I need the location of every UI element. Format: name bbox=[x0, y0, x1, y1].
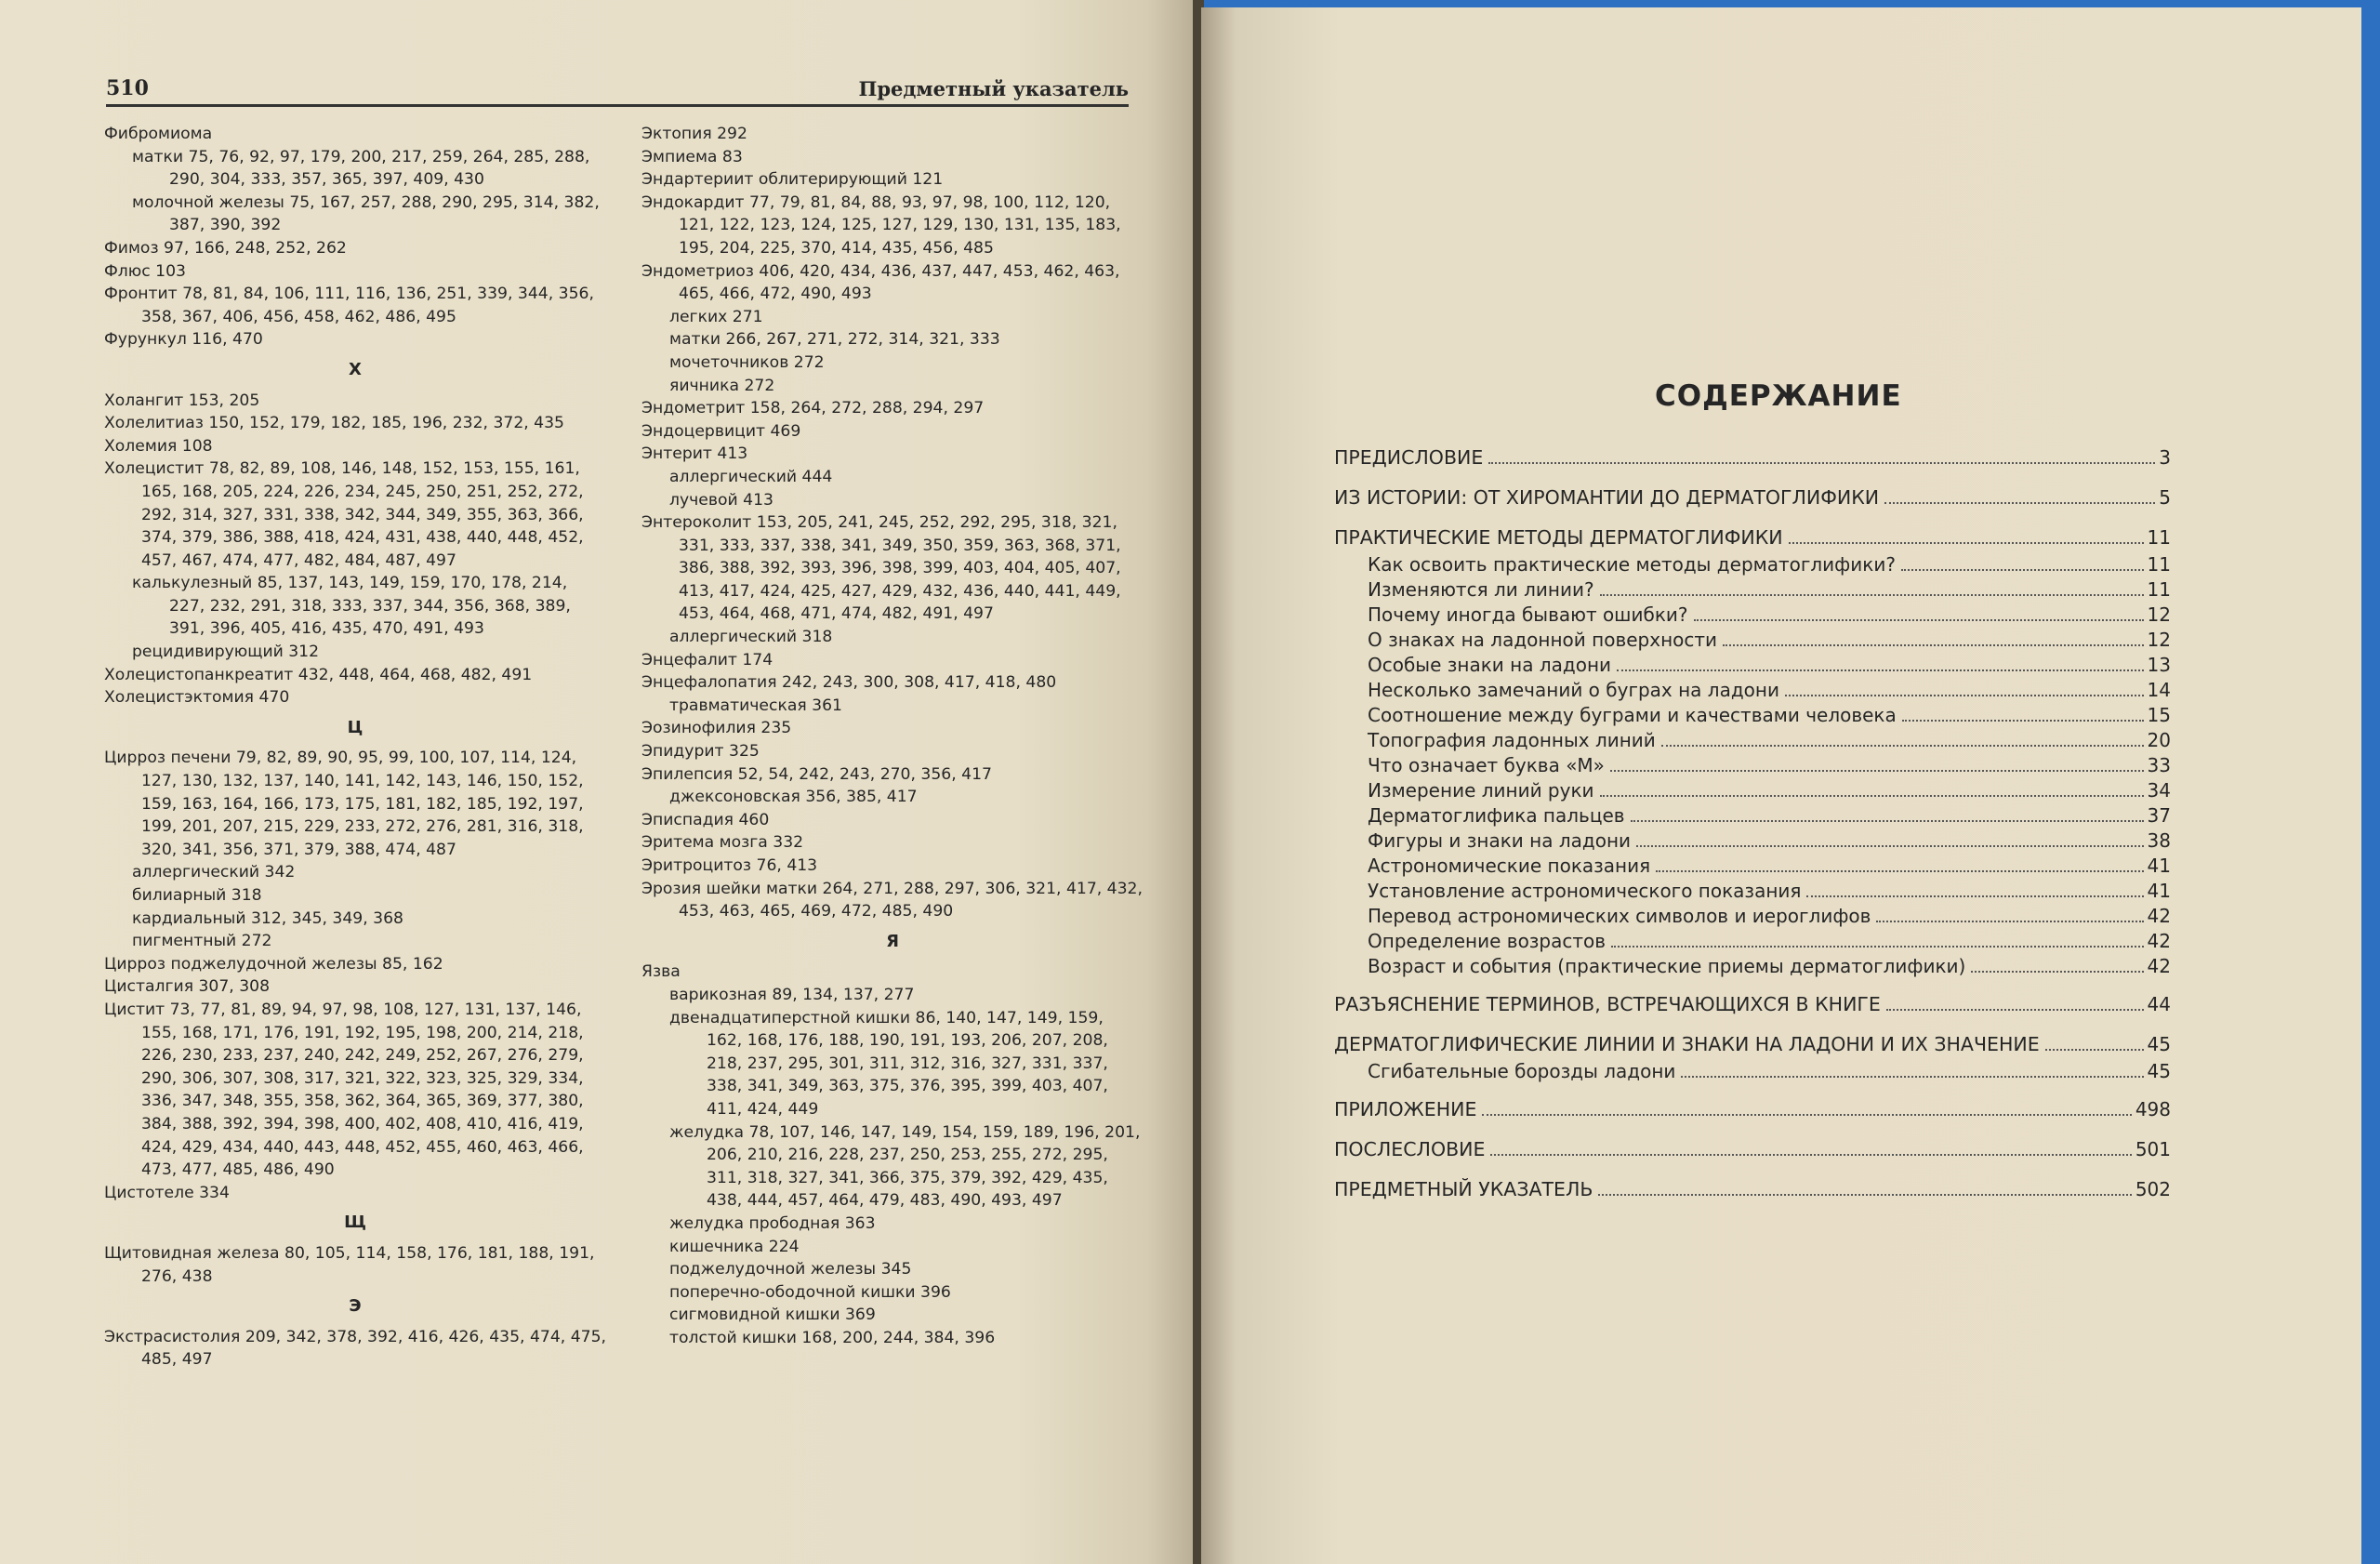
index-entry: Энтероколит 153, 205, 241, 245, 252, 292, 295, 318, 321, 331, 333, 337, 338, 341, 349, 350, 359, 363, 368, 371, 386, 388, 392, 393, 396, 398, 399, 403, 404, 405, 407, 413, 417, 424, 425, 427, 429, 432, 436, 440, 441, 449, 453, 464, 468, 471, 474, 482, 491, 497 bbox=[641, 513, 1121, 624]
index-subentry: аллергический 342 bbox=[132, 863, 296, 882]
toc-section bbox=[1334, 446, 2171, 473]
index-subentry: молочной железы 75, 167, 257, 288, 290, 295, 314, 382, 387, 390, 392 bbox=[132, 192, 600, 235]
toc-section bbox=[1334, 526, 2171, 553]
toc-subsection bbox=[1334, 855, 2171, 880]
toc-page-number: 41 bbox=[2147, 880, 2171, 902]
toc-subsection bbox=[1334, 880, 2171, 905]
index-subentry: рецидивирующий 312 bbox=[132, 643, 320, 662]
toc-title: СОДЕРЖАНИЕ bbox=[1655, 379, 1902, 413]
toc-entry-title: ПРЕДИСЛОВИЕ bbox=[1334, 446, 1484, 469]
index-subentry: джексоновская 356, 385, 417 bbox=[669, 788, 918, 807]
index-subentry: матки 266, 267, 271, 272, 314, 321, 333 bbox=[669, 330, 1000, 350]
toc-page-number: 501 bbox=[2135, 1138, 2171, 1160]
toc-page-number: 3 bbox=[2159, 446, 2171, 469]
toc-page-number: 42 bbox=[2147, 930, 2171, 952]
index-subentry: мочеточников 272 bbox=[669, 352, 825, 372]
toc-subsection bbox=[1334, 1060, 2171, 1085]
toc-page-number: 11 bbox=[2147, 553, 2171, 576]
index-entry: Цистит 73, 77, 81, 89, 94, 97, 98, 108, 127, 131, 137, 146, 155, 168, 171, 176, 191, 192, 195, 198, 200, 214, 218, 226, 230, 233, 237, 240, 242, 249, 252, 267, 276, 279, 290, 306, 307, 308, 317, 321, 322, 323, 325, 329, 334, 336, 347, 348, 355, 358, 362, 364, 365, 369, 377, 380, 384, 388, 392, 394, 398, 400, 402, 408, 410, 416, 419, 424, 429, 434, 440, 443, 448, 452, 455, 460, 463, 466, 473, 477, 485, 486, 490 bbox=[104, 1000, 584, 1180]
toc-leader-dots bbox=[1902, 720, 2144, 722]
toc-leader-dots bbox=[1490, 1154, 2131, 1156]
toc-page-number: 33 bbox=[2147, 754, 2171, 776]
toc-subsection bbox=[1334, 804, 2171, 829]
index-entry: Эписпадия 460 bbox=[641, 810, 770, 829]
toc-page-number: 42 bbox=[2147, 905, 2171, 927]
toc-leader-dots bbox=[1789, 542, 2144, 544]
toc-entry-title: Измерение линий руки bbox=[1368, 779, 1594, 802]
index-entry: Эритроцитоз 76, 413 bbox=[641, 856, 818, 875]
index-entry: Эозинофилия 235 bbox=[641, 719, 792, 738]
index-entry: Холемия 108 bbox=[104, 436, 213, 456]
index-subentry: двенадцатиперстной кишки 86, 140, 147, 149, 159, 162, 168, 176, 188, 190, 191, 193, 206, 207, 208, 218, 237, 295, 301, 311, 312, 316, 327, 331, 337, 338, 341, 349, 363, 375, 376, 395, 399, 403, 407, 411, 424, 449 bbox=[669, 1008, 1108, 1119]
index-subentry: кардиальный 312, 345, 349, 368 bbox=[132, 908, 403, 928]
toc-entry-title: Фигуры и знаки на ладони bbox=[1368, 829, 1632, 852]
toc-page-number: 14 bbox=[2147, 679, 2171, 701]
toc-leader-dots bbox=[1723, 644, 2144, 646]
toc-section bbox=[1334, 1178, 2171, 1205]
index-letter-heading: Э bbox=[349, 1296, 362, 1317]
index-subentry: аллергический 318 bbox=[669, 628, 833, 647]
toc-leader-dots bbox=[1610, 770, 2144, 772]
toc-entry-title: Определение возрастов bbox=[1368, 930, 1606, 952]
index-subentry: варикозная 89, 134, 137, 277 bbox=[669, 985, 915, 1004]
toc-entry-title: РАЗЪЯСНЕНИЕ ТЕРМИНОВ, ВСТРЕЧАЮЩИХСЯ В КНИГЕ bbox=[1334, 993, 1881, 1015]
index-entry: Флюс 103 bbox=[104, 261, 186, 281]
running-title: Предметный указатель bbox=[858, 77, 1129, 100]
toc-entry-title: Перевод астрономических символов и иероглифов bbox=[1368, 905, 1871, 927]
index-subentry: сигмовидной кишки 369 bbox=[669, 1306, 876, 1325]
toc-leader-dots bbox=[1631, 820, 2144, 822]
toc-entry-title: ПРАКТИЧЕСКИЕ МЕТОДЫ ДЕРМАТОГЛИФИКИ bbox=[1334, 526, 1783, 549]
index-entry: Энцефалопатия 242, 243, 300, 308, 417, 418, 480 bbox=[641, 673, 1057, 693]
toc-page-number: 41 bbox=[2147, 855, 2171, 877]
index-entry: Фибромиома bbox=[104, 125, 213, 143]
toc-subsection bbox=[1334, 905, 2171, 930]
index-subentry: пигментный 272 bbox=[132, 932, 272, 951]
toc-leader-dots bbox=[1488, 462, 2155, 464]
index-entry: Цирроз поджелудочной железы 85, 162 bbox=[104, 954, 443, 974]
toc-page-number: 37 bbox=[2147, 804, 2171, 827]
toc-page-number: 44 bbox=[2147, 993, 2171, 1015]
index-entry: Эрозия шейки матки 264, 271, 288, 297, 306, 321, 417, 432, 453, 463, 465, 469, 472, 485, 490 bbox=[641, 879, 1143, 921]
index-entry: Холецистэктомия 470 bbox=[104, 688, 290, 708]
index-subentry: травматическая 361 bbox=[669, 696, 842, 715]
toc-subsection bbox=[1334, 829, 2171, 855]
toc-page-number: 11 bbox=[2147, 578, 2171, 601]
index-entry: Эндометриоз 406, 420, 434, 436, 437, 447, 453, 462, 463, 465, 466, 472, 490, 493 bbox=[641, 261, 1120, 304]
toc-entry-title: Дерматоглифика пальцев bbox=[1368, 804, 1625, 827]
toc-leader-dots bbox=[1617, 669, 2144, 671]
index-entry: Энтерит 413 bbox=[641, 444, 748, 464]
toc-leader-dots bbox=[1971, 971, 2143, 973]
toc-entry-title: О знаках на ладонной поверхности bbox=[1368, 629, 1718, 651]
index-entry: Язва bbox=[641, 962, 681, 982]
page-header bbox=[106, 73, 1129, 107]
index-entry: Холецистит 78, 82, 89, 108, 146, 148, 152, 153, 155, 161, 165, 168, 205, 224, 226, 234, 245, 250, 251, 252, 272, 292, 314, 327, 331, 338, 342, 344, 349, 355, 363, 366, 374, 379, 386, 388, 418, 424, 431, 438, 440, 448, 452, 457, 467, 474, 477, 482, 484, 487, 497 bbox=[104, 459, 584, 570]
index-entry: Холелитиаз 150, 152, 179, 182, 185, 196, 232, 372, 435 bbox=[104, 414, 564, 433]
toc-page-number: 42 bbox=[2147, 955, 2171, 977]
index-entry: Эндокардит 77, 79, 81, 84, 88, 93, 97, 98, 100, 112, 120, 121, 122, 123, 124, 125, 127, 129, 130, 131, 135, 183, 195, 204, 225, 370, 414, 435, 456, 485 bbox=[641, 192, 1121, 258]
toc-subsection bbox=[1334, 704, 2171, 729]
toc-page-number: 12 bbox=[2147, 629, 2171, 651]
index-subentry: аллергический 444 bbox=[669, 467, 833, 486]
toc-leader-dots bbox=[1636, 845, 2144, 847]
toc-page-number: 20 bbox=[2147, 729, 2171, 751]
index-subentry: поджелудочной железы 345 bbox=[669, 1260, 912, 1279]
toc-leader-dots bbox=[1482, 1114, 2131, 1116]
index-letter-heading: Х bbox=[349, 359, 362, 379]
toc-leader-dots bbox=[1884, 502, 2155, 504]
toc-subsection bbox=[1334, 679, 2171, 704]
index-subentry: яичника 272 bbox=[669, 376, 775, 395]
index-column-1 bbox=[104, 123, 606, 1372]
index-subentry: кишечника 224 bbox=[669, 1237, 800, 1256]
toc-entry-title: ИЗ ИСТОРИИ: ОТ ХИРОМАНТИИ ДО ДЕРМАТОГЛИФИКИ bbox=[1334, 486, 1880, 509]
toc-page-number: 38 bbox=[2147, 829, 2171, 852]
index-entry: Цирроз печени 79, 82, 89, 90, 95, 99, 100, 107, 114, 124, 127, 130, 132, 137, 140, 141, 142, 143, 146, 150, 152, 159, 163, 164, 166, 173, 175, 181, 182, 185, 192, 197, 199, 201, 207, 215, 229, 233, 272, 276, 281, 316, 318, 320, 341, 356, 371, 379, 388, 474, 487 bbox=[104, 749, 584, 859]
toc-entry-title: ПРИЛОЖЕНИЕ bbox=[1334, 1098, 1477, 1120]
toc-entry-title: Что означает буква «М» bbox=[1368, 754, 1605, 776]
index-entry: Эритема мозга 332 bbox=[641, 833, 804, 853]
toc-section bbox=[1334, 1033, 2171, 1060]
toc-entry-title: ПОСЛЕСЛОВИЕ bbox=[1334, 1138, 1486, 1160]
toc-subsection bbox=[1334, 754, 2171, 779]
index-entry: Эндометрит 158, 264, 272, 288, 294, 297 bbox=[641, 399, 985, 418]
toc-page-number: 13 bbox=[2147, 654, 2171, 676]
index-entry: Фурункул 116, 470 bbox=[104, 330, 263, 350]
index-column-2 bbox=[641, 123, 1144, 1349]
toc-subsection bbox=[1334, 553, 2171, 578]
toc-entry-title: Установление астрономического показания bbox=[1368, 880, 1802, 902]
toc-subsection bbox=[1334, 955, 2171, 980]
index-entry: Цистотеле 334 bbox=[104, 1183, 230, 1202]
index-entry: Холангит 153, 205 bbox=[104, 391, 260, 410]
toc-leader-dots bbox=[1600, 594, 2144, 596]
toc-entry-title: Почему иногда бывают ошибки? bbox=[1368, 603, 1688, 626]
toc-leader-dots bbox=[1661, 745, 2144, 747]
index-entry: Энцефалит 174 bbox=[641, 650, 774, 669]
index-entry: Эктопия 292 bbox=[641, 125, 747, 143]
toc-leader-dots bbox=[1694, 619, 2144, 621]
toc-subsection bbox=[1334, 729, 2171, 754]
toc-leader-dots bbox=[1656, 870, 2143, 872]
index-entry: Эндоцервицит 469 bbox=[641, 421, 801, 441]
toc-page-number: 5 bbox=[2159, 486, 2171, 509]
index-entry: Эпилепсия 52, 54, 242, 243, 270, 356, 417 bbox=[641, 764, 992, 784]
page-number: 510 bbox=[106, 76, 149, 100]
toc-entry-title: Возраст и события (практические приемы дерматоглифики) bbox=[1368, 955, 1966, 977]
toc-leader-dots bbox=[1600, 795, 2144, 797]
index-subentry: легких 271 bbox=[669, 307, 763, 326]
toc-subsection bbox=[1334, 779, 2171, 804]
toc-leader-dots bbox=[1785, 695, 2144, 696]
toc-page-number: 15 bbox=[2147, 704, 2171, 726]
toc-leader-dots bbox=[1598, 1194, 2131, 1196]
index-entry: Фимоз 97, 166, 248, 252, 262 bbox=[104, 238, 347, 258]
toc-section bbox=[1334, 1098, 2171, 1125]
toc-leader-dots bbox=[1806, 895, 2143, 897]
table-of-contents bbox=[1334, 446, 2171, 1205]
toc-subsection bbox=[1334, 654, 2171, 679]
index-letter-heading: Ц bbox=[347, 717, 364, 737]
index-subentry: желудка прободная 363 bbox=[669, 1213, 876, 1233]
toc-subsection bbox=[1334, 930, 2171, 955]
index-entry: Цисталгия 307, 308 bbox=[104, 977, 271, 997]
index-letter-heading: Я bbox=[886, 931, 899, 951]
index-entry: Эмпиема 83 bbox=[641, 147, 743, 166]
toc-leader-dots bbox=[1681, 1076, 2143, 1078]
toc-entry-title: Особые знаки на ладони bbox=[1368, 654, 1612, 676]
index-subentry: матки 75, 76, 92, 97, 179, 200, 217, 259, 264, 285, 288, 290, 304, 333, 357, 365, 397, 409, 430 bbox=[132, 147, 590, 190]
toc-page-number: 12 bbox=[2147, 603, 2171, 626]
index-entry: Эпидурит 325 bbox=[641, 742, 760, 762]
toc-leader-dots bbox=[1611, 946, 2143, 948]
toc-entry-title: Астрономические показания bbox=[1368, 855, 1651, 877]
index-entry: Щитовидная железа 80, 105, 114, 158, 176, 181, 188, 191, 276, 438 bbox=[104, 1243, 595, 1286]
toc-entry-title: ПРЕДМЕТНЫЙ УКАЗАТЕЛЬ bbox=[1334, 1178, 1593, 1200]
index-entry: Холецистопанкреатит 432, 448, 464, 468, 482, 491 bbox=[104, 665, 533, 684]
toc-page-number: 498 bbox=[2135, 1098, 2171, 1120]
index-subentry: желудка 78, 107, 146, 147, 149, 154, 159, 189, 196, 201, 206, 210, 216, 228, 237, 250, 253, 255, 272, 295, 311, 318, 327, 341, 366, 375, 379, 392, 429, 435, 438, 444, 457, 464, 479, 483, 490, 493, 497 bbox=[669, 1122, 1141, 1211]
index-entry: Эндартериит облитерирующий 121 bbox=[641, 170, 944, 190]
toc-section bbox=[1334, 1138, 2171, 1165]
index-subentry: толстой кишки 168, 200, 244, 384, 396 bbox=[669, 1328, 996, 1347]
index-entry: Экстрасистолия 209, 342, 378, 392, 416, 426, 435, 474, 475, 485, 497 bbox=[104, 1327, 606, 1370]
index-entry: Фронтит 78, 81, 84, 106, 111, 116, 136, 251, 339, 344, 356, 358, 367, 406, 456, 458, 462, 486, 495 bbox=[104, 285, 594, 326]
toc-leader-dots bbox=[1901, 569, 2144, 571]
toc-page-number: 45 bbox=[2147, 1060, 2171, 1082]
toc-entry-title: Сгибательные борозды ладони bbox=[1368, 1060, 1676, 1082]
toc-leader-dots bbox=[2045, 1049, 2144, 1051]
toc-subsection bbox=[1334, 629, 2171, 654]
index-letter-heading: Щ bbox=[344, 1213, 366, 1233]
toc-entry-title: Несколько замечаний о буграх на ладони bbox=[1368, 679, 1779, 701]
toc-section bbox=[1334, 486, 2171, 513]
toc-section bbox=[1334, 993, 2171, 1020]
index-subentry: поперечно-ободочной кишки 396 bbox=[669, 1282, 951, 1302]
toc-entry-title: Изменяются ли линии? bbox=[1368, 578, 1594, 601]
toc-subsection bbox=[1334, 578, 2171, 603]
toc-entry-title: Топография ладонных линий bbox=[1368, 729, 1656, 751]
index-subentry: билиарный 318 bbox=[132, 886, 262, 905]
index-subentry: лучевой 413 bbox=[669, 490, 774, 510]
toc-page-number: 11 bbox=[2147, 526, 2171, 549]
toc-leader-dots bbox=[1886, 1009, 2144, 1011]
index-subentry: калькулезный 85, 137, 143, 149, 159, 170, 178, 214, 227, 232, 291, 318, 333, 337, 344, 356, 368, 389, 391, 396, 405, 416, 435, 470, 491, 493 bbox=[132, 574, 571, 639]
toc-page-number: 45 bbox=[2147, 1033, 2171, 1055]
toc-subsection bbox=[1334, 603, 2171, 629]
toc-entry-title: ДЕРМАТОГЛИФИЧЕСКИЕ ЛИНИИ И ЗНАКИ НА ЛАДОНИ И ИХ ЗНАЧЕНИЕ bbox=[1334, 1033, 2040, 1055]
toc-page-number: 34 bbox=[2147, 779, 2171, 802]
toc-entry-title: Соотношение между буграми и качествами человека bbox=[1368, 704, 1897, 726]
toc-page-number: 502 bbox=[2135, 1178, 2171, 1200]
toc-entry-title: Как освоить практические методы дерматоглифики? bbox=[1368, 553, 1896, 576]
toc-leader-dots bbox=[1876, 921, 2143, 922]
